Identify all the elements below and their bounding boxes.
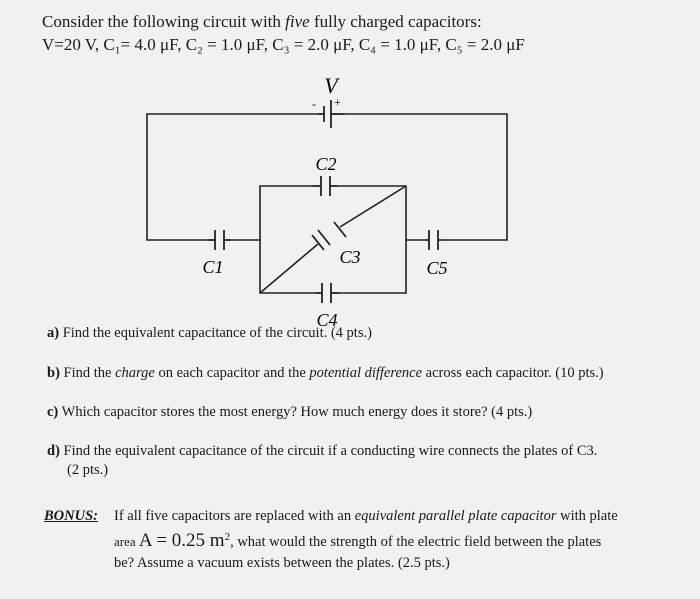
wire-right-loop [345,114,507,240]
bonus-area-exponent: 2 [224,531,231,543]
bonus-label: BONUS: [44,508,98,524]
bonus-body [114,506,694,574]
label-c3: C3 [339,247,361,267]
wire-inner-right [338,186,406,293]
intro-text: Consider the following circuit with [42,12,286,31]
question-c [47,403,532,422]
question-b-text-end: across each capacitor. (10 pts.) [422,365,604,381]
wire-diagonal-high [340,186,406,227]
label-c4: C4 [316,310,338,330]
battery-minus: - [312,97,316,111]
bonus-line-3: be? Assume a vacuum exists between the plates. (2.5 pts.) [114,554,450,571]
question-c-label: c) [47,404,59,420]
question-a-text: Find the equivalent capacitance of the circuit. (4 pts.) [62,325,372,341]
label-c1: C1 [202,257,224,277]
bonus-line-2 [114,527,694,553]
question-a-label: a) [47,325,60,341]
question-b-potential-difference: potential difference [309,365,423,381]
bonus-line-1 [114,506,694,527]
question-b [47,364,604,383]
capacitor-c5 [426,230,441,250]
capacitor-values: V=20 V, C₁= 4.0 μF, C₂ = 1.0 μF, C₃ = 2.0 μF, C₄ = 1.0 μF, C₅ = 2.0 μF [42,35,525,54]
label-c2: C2 [315,154,337,174]
battery-symbol [318,100,345,128]
capacitor-c4 [315,283,339,303]
question-c-text: Which capacitor stores the most energy? How much energy does it store? (4 pts.) [61,404,533,420]
question-b-label: b) [47,365,60,381]
bonus-text-end: with plate [556,508,618,524]
capacitor-c2 [313,176,338,196]
battery-plus: + [334,95,341,109]
bonus-area-word: area [114,533,139,549]
bonus-text: If all five capacitors are replaced with an [114,508,355,524]
bonus-emphasis: equivalent parallel plate capacitor [354,508,557,524]
wire-diagonal-low [260,244,318,293]
question-d-points: (2 pts.) [67,462,109,478]
wire-inner-left [260,186,315,293]
label-c5: C5 [426,258,448,278]
question-b-text-mid: on each capacitor and the [154,365,310,381]
question-b-text: Find the [63,365,116,381]
question-d [47,442,597,480]
bonus-area-equation: A = 0.25 m [138,529,225,551]
question-a [47,324,372,343]
question-b-charge: charge [115,365,155,381]
intro-emphasis: five [285,12,310,31]
question-d-text: Find the equivalent capacitance of the circuit if a conducting wire connects the plates of C3. [63,443,598,459]
circuit-wires [147,114,507,293]
question-d-label: d) [47,443,60,459]
capacitor-c1 [208,230,231,250]
intro-text-end: fully charged capacitors: [309,12,482,31]
bonus-area-text: , what would the strength of the electric field between the plates [230,533,602,550]
battery-label: V [324,73,338,98]
wire-left-loop [147,114,318,240]
